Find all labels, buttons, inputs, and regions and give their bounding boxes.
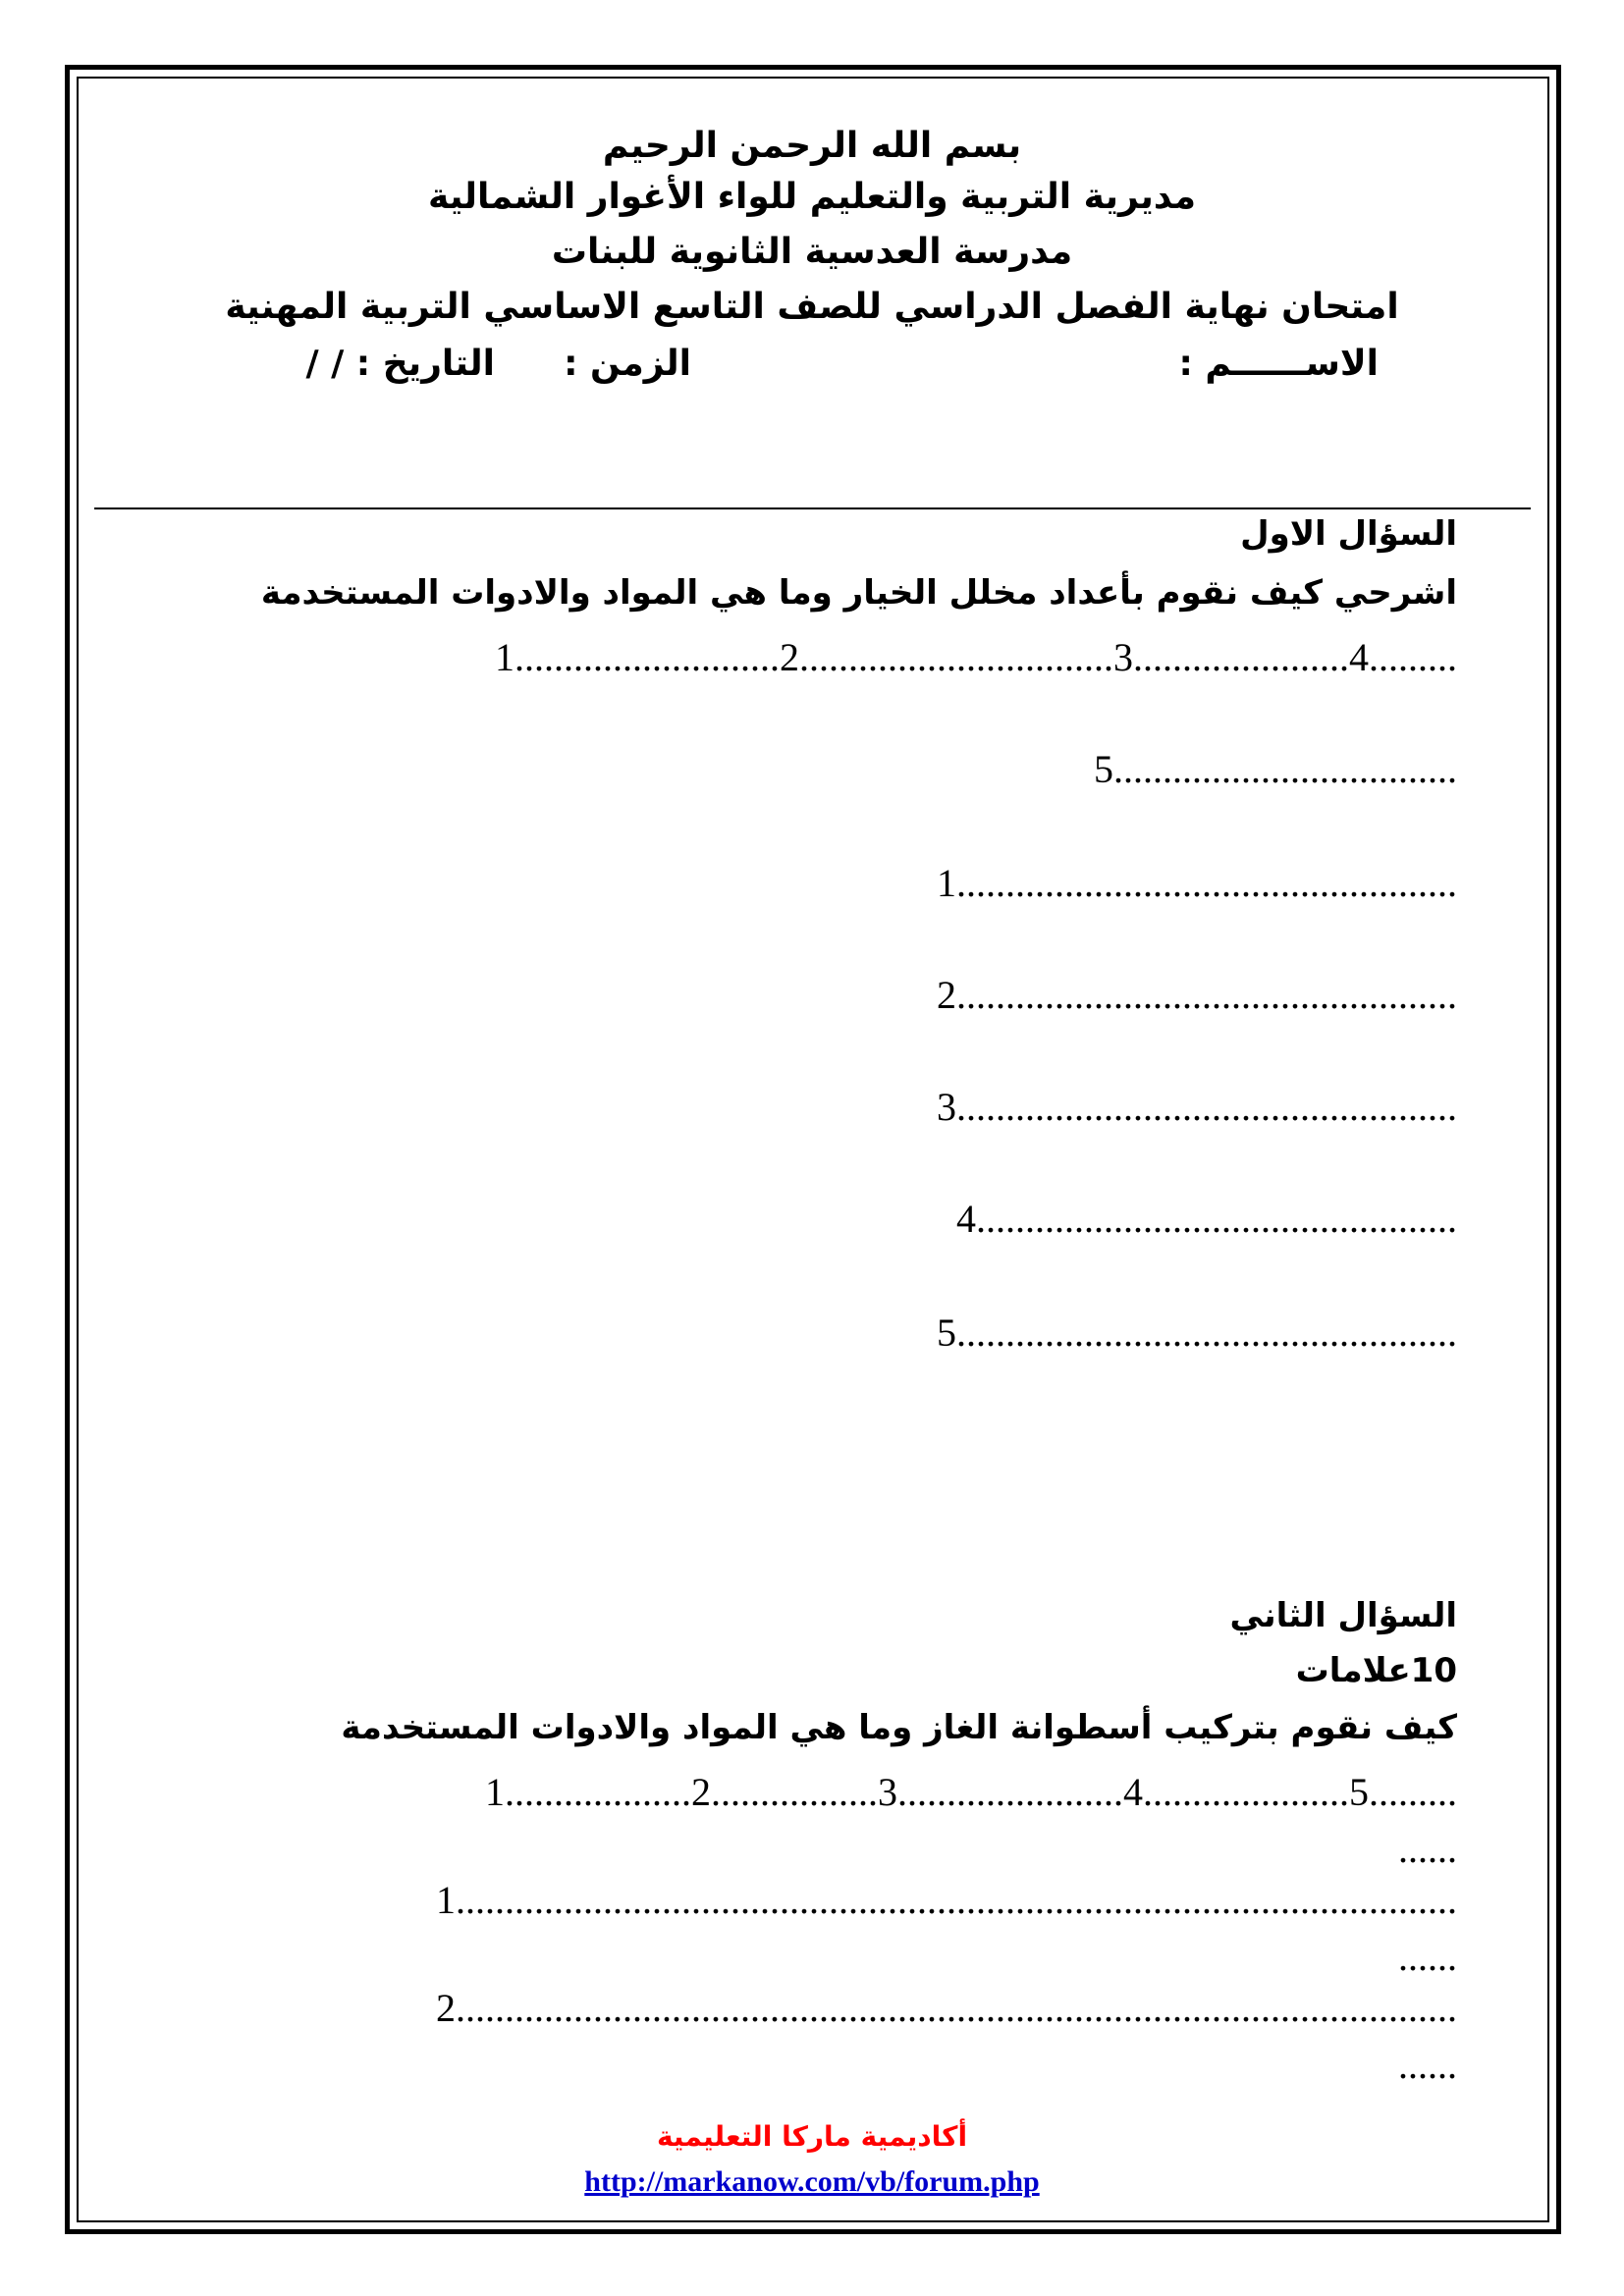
header-divider xyxy=(94,507,1531,509)
question1-tool-line-2: 2................................................... xyxy=(937,973,1457,1017)
exam-title: امتحان نهاية الفصل الدراسي للصف التاسع الاساسي التربية المهنية xyxy=(225,287,1399,327)
question1-materials-line2: 5................................... xyxy=(1094,747,1457,791)
question1-tool-line-5: 5................................................... xyxy=(937,1310,1457,1355)
school-name: مدرسة العدسية الثانوية للبنات xyxy=(551,232,1073,272)
directorate-title: مديرية التربية والتعليم للواء الأغوار الشمالية xyxy=(428,177,1196,217)
question2-marks: 10علامات xyxy=(1295,1651,1457,1690)
question2-prompt: كيف نقوم بتركيب أسطوانة الغاز وما هي المواد والادوات المستخدمة xyxy=(341,1708,1457,1747)
question1-prompt: اشرحي كيف نقوم بأعداد مخلل الخيار وما هي المواد والادوات المستخدمة xyxy=(260,573,1457,613)
question1-tool-line-1: 1................................................... xyxy=(937,861,1457,905)
question1-materials-line: 1...........................2................................3......................4......... xyxy=(495,635,1457,679)
basmala: بسم الله الرحمن الرحيم xyxy=(602,126,1022,166)
date-label: التاريخ : / / xyxy=(305,344,495,384)
question2-line-1-cont: ...... xyxy=(1398,1935,1457,1979)
question1-title: السؤال الاول xyxy=(1240,514,1457,554)
question2-materials-line: 1...................2.................3.......................4.....................5......... xyxy=(485,1770,1457,1814)
forum-link[interactable]: http://markanow.com/vb/forum.php xyxy=(584,2165,1040,2198)
academy-name: أكاديمية ماركا التعليمية xyxy=(656,2120,968,2153)
question2-line-1: 1...................................................................................................... xyxy=(436,1878,1457,1922)
question2-title: السؤال الثاني xyxy=(1229,1596,1457,1635)
question2-line-2-cont: ...... xyxy=(1398,2043,1457,2087)
question1-tool-line-4: 4................................................. xyxy=(956,1197,1457,1241)
student-name-label: الاســــــم : xyxy=(1178,344,1379,384)
question1-tool-line-3: 3................................................... xyxy=(937,1085,1457,1129)
question2-materials-cont: ...... xyxy=(1398,1827,1457,1871)
question2-line-2: 2...................................................................................................... xyxy=(436,1986,1457,2030)
time-label: الزمن : xyxy=(564,344,691,384)
